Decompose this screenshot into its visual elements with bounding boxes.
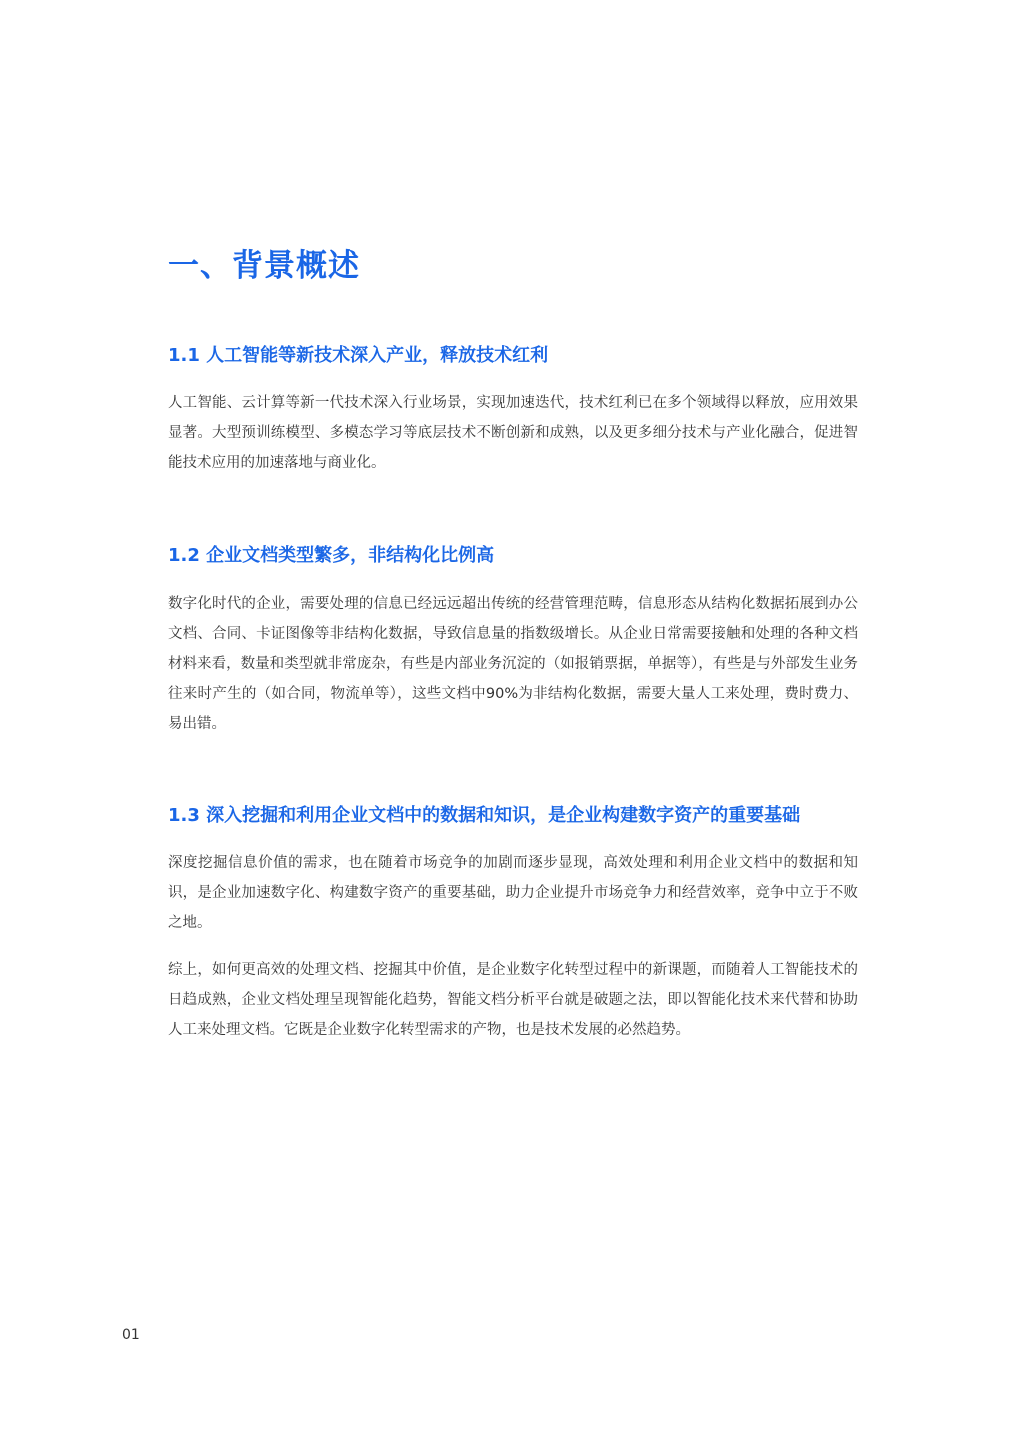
section-1-3-paragraph-1: 深度挖掘信息价值的需求，也在随着市场竞争的加剧而逐步显现，高效处理和利用企业文档中的数据和知识，是企业加速数字化、构建数字资产的重要基础，助力企业提升市场竞争力和经营效率，竞争中立于不败之地。 [168,855,858,931]
section-heading-1-2: 1.2 企业文档类型繁多，非结构化比例高 [168,545,495,566]
section-heading-1-1: 1.1 人工智能等新技术深入产业，释放技术红利 [168,345,549,366]
section-heading-1-3: 1.3 深入挖掘和利用企业文档中的数据和知识，是企业构建数字资产的重要基础 [168,805,801,826]
chapter-title: 一、背景概述 [168,248,360,284]
page-number: 01 [122,1327,140,1343]
section-1-2-paragraph-1: 数字化时代的企业，需要处理的信息已经远远超出传统的经营管理范畴，信息形态从结构化数据拓展到办公文档、合同、卡证图像等非结构化数据，导致信息量的指数级增长。从企业日常需要接触和处理的各种文档材料来看，数量和类型就非常庞杂，有些是内部业务沉淀的（如报销票据，单据等），有些是与外部发生业务往来时产生的（如合同，物流单等），这些文档中90%为非结构化数据，需要大量人工来处理，费时费力、易出错。 [168,596,858,732]
section-1-3-paragraph-2: 综上，如何更高效的处理文档、挖掘其中价值，是企业数字化转型过程中的新课题，而随着人工智能技术的日趋成熟，企业文档处理呈现智能化趋势，智能文档分析平台就是破题之法，即以智能化技术来代替和协助人工来处理文档。它既是企业数字化转型需求的产物，也是技术发展的必然趋势。 [168,962,858,1038]
section-1-1-paragraph-1: 人工智能、云计算等新一代技术深入行业场景，实现加速迭代，技术红利已在多个领域得以释放，应用效果显著。大型预训练模型、多模态学习等底层技术不断创新和成熟，以及更多细分技术与产业化融合，促进智能技术应用的加速落地与商业化。 [168,395,858,471]
